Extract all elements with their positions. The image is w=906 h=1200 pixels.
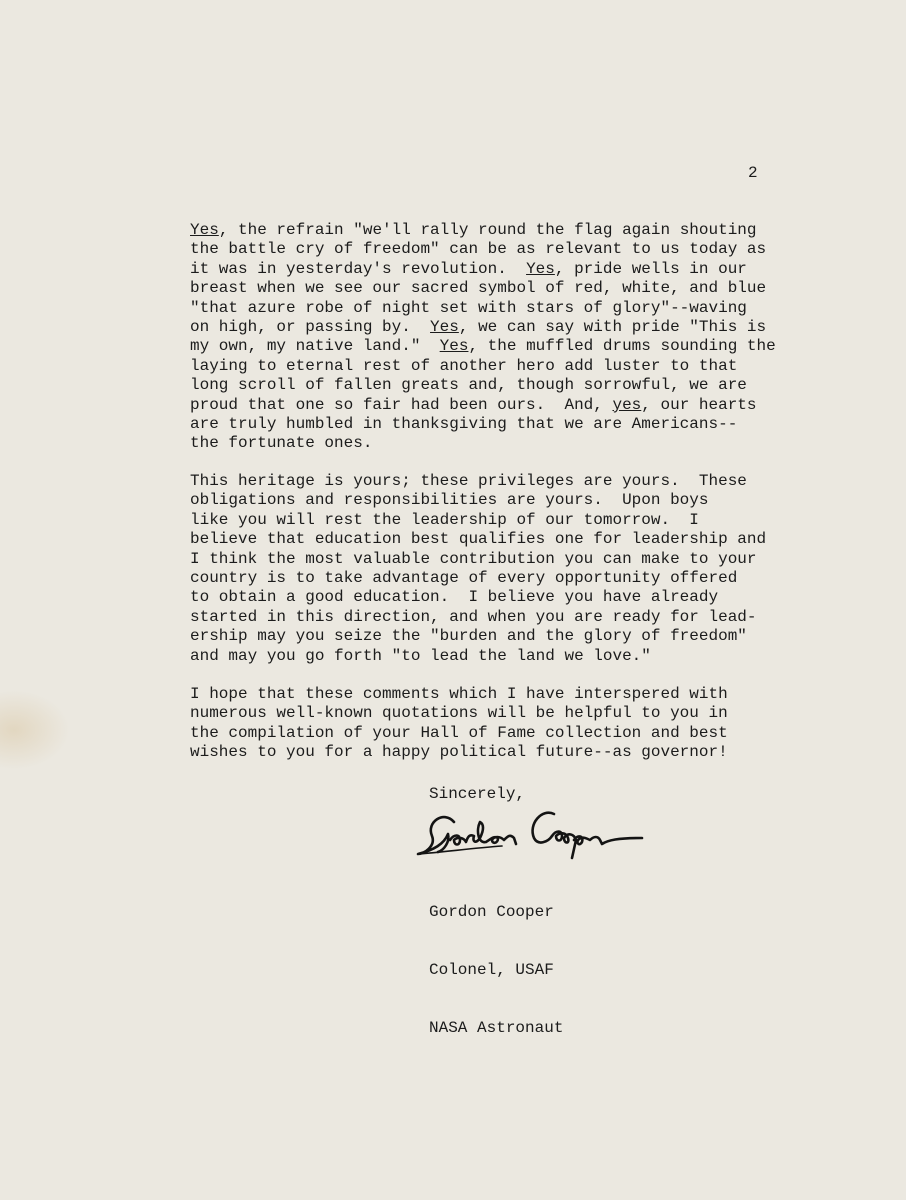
paragraph-3-line: wishes to you for a happy political future--as governor! [190,743,728,762]
underlined-word: Yes [526,259,555,278]
paper-stain [0,690,70,770]
paragraph-2-line: ership may you seize the "burden and the glory of freedom" [190,627,747,646]
underlined-word: Yes [430,318,459,337]
text-run: , the refrain "we'll rally round the flag again shouting [218,221,757,239]
text-run: are truly humbled in thanksgiving that we are Americans-- [190,415,738,434]
paragraph-3-line: the compilation of your Hall of Fame collection and best [190,723,728,742]
text-run: long scroll of fallen greats and, though sorrowful, we are [190,376,747,395]
text-run: , pride wells in our [554,259,747,278]
paragraph-2-line: This heritage is yours; these privileges are yours. These [190,472,747,490]
text-run: , our hearts [641,395,757,414]
signer-rank: Colonel, USAF [429,961,554,980]
closing-salutation: Sincerely, [429,785,526,803]
text-run: laying to eternal rest of another hero add luster to that [190,356,738,375]
text-run: the fortunate ones. [190,434,373,453]
paragraph-2-line: country is to take advantage of every opportunity offered [190,569,738,588]
paragraph-1-line [190,357,776,376]
text-run: it was in yesterday's revolution. [190,259,527,278]
signer-name: Gordon Cooper [429,902,554,921]
paragraph-1-line [190,299,776,318]
paragraph-1-line [190,240,776,259]
paragraph-1-line [190,337,776,356]
text-run: my own, my native land." [190,337,440,356]
paragraph-1-line [190,279,776,298]
paragraph-2-line: started in this direction, and when you are ready for lead- [190,607,757,626]
paragraph-2-line: and may you go forth "to lead the land we love." [190,646,651,665]
handwritten-signature [414,800,654,870]
paragraph-1-line [190,415,776,434]
paragraph-2-line: I think the most valuable contribution you can make to your [190,549,757,568]
paragraph-1-line [190,376,776,395]
paragraph-2 [190,472,766,666]
paragraph-2-line: like you will rest the leadership of our tomorrow. I [190,510,699,529]
text-run: proud that one so fair had been ours. And, [190,395,613,414]
paragraph-1 [190,221,776,454]
text-run: , we can say with pride "This is [458,318,767,337]
paragraph-1-line [190,260,776,279]
paragraph-1-line [190,434,776,453]
signer-title: NASA Astronaut [429,1019,564,1038]
paragraph-3-line: I hope that these comments which I have interspered with [190,685,728,703]
paragraph-1-line [190,396,776,415]
paragraph-1-line [190,221,776,240]
paragraph-1-line [190,318,776,337]
page-number: 2 [748,164,758,182]
signer-block [429,864,563,1077]
paragraph-3-line: numerous well-known quotations will be helpful to you in [190,704,728,723]
underlined-word: yes [612,395,642,414]
underlined-word: Yes [190,221,219,239]
text-run: "that azure robe of night set with stars of glory"--waving [190,298,747,317]
paragraph-3 [190,685,728,763]
text-run: , the muffled drums sounding the [468,337,776,356]
underlined-word: Yes [439,337,469,356]
text-run: the battle cry of freedom" can be as relevant to us today as [190,240,767,259]
text-run: on high, or passing by. [190,318,431,337]
paragraph-2-line: believe that education best qualifies one for leadership and [190,530,767,549]
paragraph-2-line: to obtain a good education. I believe you have already [190,588,719,607]
text-run: breast when we see our sacred symbol of red, white, and blue [190,279,767,298]
paragraph-2-line: obligations and responsibilities are yours. Upon boys [190,491,709,510]
